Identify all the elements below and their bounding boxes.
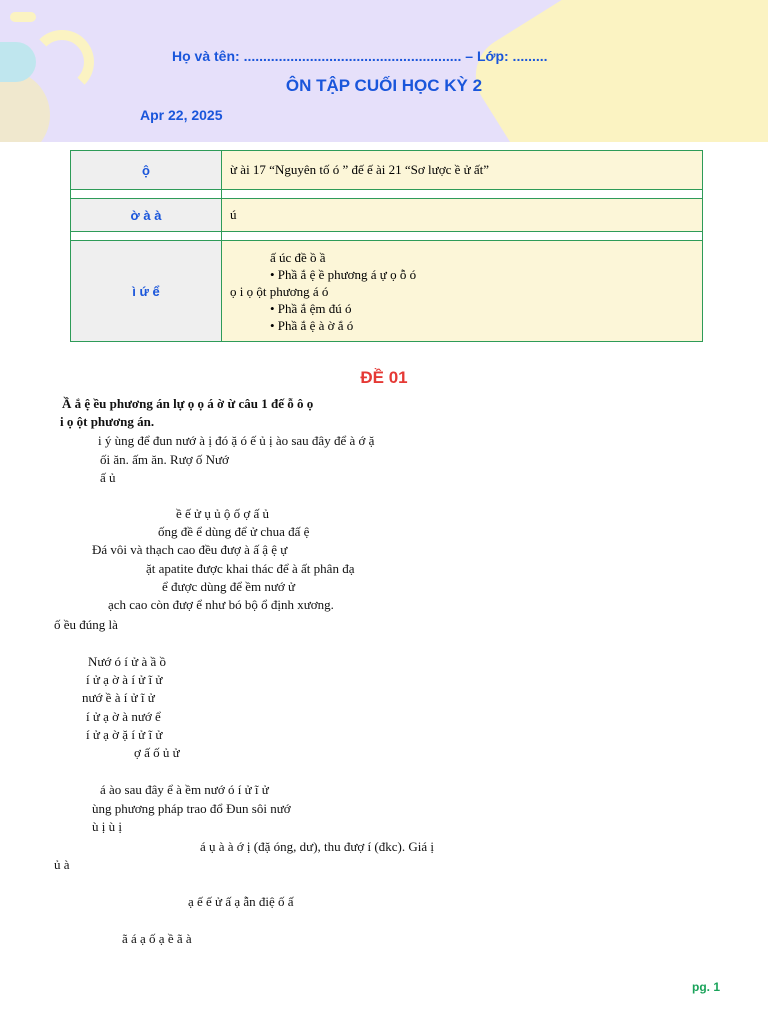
name-class-line: Họ và tên: ........................................................ – Lớp: .........	[172, 48, 548, 64]
row-label: ộ	[71, 151, 222, 190]
page-title: ÔN TẬP CUỐI HỌC KỲ 2	[285, 76, 483, 95]
info-table	[70, 150, 703, 342]
table-row	[71, 151, 703, 190]
option-line: ùng phương pháp trao đổ Đun sôi nướ	[92, 801, 291, 816]
option-line: ù ị ù ị	[92, 819, 122, 834]
row-label: ì ứ ể	[71, 241, 222, 342]
question-line: i ý ùng để đun nướ à ị đó ặ ó ế ủ ị ào sau đây để à ớ ặ	[98, 433, 375, 448]
structure-line: • Phầ ắ ệ ề phương á ự ọ ỗ ó	[270, 266, 417, 282]
question-line: Nướ ó í ử à ầ ồ	[88, 654, 167, 669]
statement-line: Đá vôi và thạch cao đều đượ à ấ ậ ệ ự	[92, 542, 288, 557]
question-line: á ào sau đây ể à ềm nướ ó í ử ĩ ử	[100, 782, 269, 797]
option-line: í ử ạ ờ à nướ ể	[86, 709, 161, 724]
structure-line: • Phầ ắ ệ à ờ ắ ó	[270, 317, 354, 333]
question-line: ủ à	[54, 857, 70, 872]
question-line: ã á ạ ố ạ ề ã à	[122, 931, 192, 946]
date-label: Apr 22, 2025	[140, 107, 223, 123]
question-line: ố ều đúng là	[54, 617, 118, 632]
option-line: í ử ạ ờ à í ử ĩ ử	[86, 672, 163, 687]
statement-line: ạch cao còn đượ ể như bó bộ ổ định xương.	[108, 597, 334, 612]
instruction-line: Ầ ắ ệ ều phương án lự ọ ọ á ờ ừ câu 1 đế ỗ ô ọ	[62, 396, 314, 411]
row-value: ú	[222, 199, 703, 232]
option-line: í ử ạ ờ ặ í ử ĩ ử	[86, 727, 163, 742]
row-value	[222, 241, 703, 342]
structure-line: ọ i ọ ột phương á ó	[230, 283, 329, 299]
exam-heading: ĐỀ 01	[360, 368, 408, 387]
question-line: ợ ấ ố ủ ử	[134, 745, 180, 760]
page-number: pg. 1	[691, 980, 720, 994]
statement-line: ể được dùng để ềm nướ ử	[162, 579, 296, 594]
question-line: ấ ủ	[100, 470, 116, 485]
table-row	[71, 199, 703, 232]
option-line: ối ăn. ấm ăn. Rượ ố Nướ	[100, 452, 229, 467]
statement-line: ống đề ể dùng để ử chua đấ ệ	[158, 524, 310, 539]
instruction-line: i ọ ột phương án.	[60, 414, 155, 429]
option-line: nướ ề à í ử ĩ ử	[82, 690, 155, 705]
row-value: ừ ài 17 “Nguyên tố ó ” đế ế ài 21 “Sơ lược ề ử ất”	[222, 151, 703, 190]
decor-shape	[461, 0, 768, 142]
table-row	[71, 241, 703, 342]
question-line: ạ ế ế ử ấ ạ ẫn điệ ố ấ	[188, 894, 294, 909]
row-label: ờ à à	[71, 199, 222, 232]
header-background	[0, 0, 768, 142]
statement-line: ặt apatite được khai thác để à ất phân đạ	[146, 561, 355, 576]
question-line: ề ế ử ụ ủ ộ ố ợ ấ ủ	[176, 506, 269, 521]
decor-shape	[10, 12, 36, 22]
structure-line: • Phầ ắ ệm đú ó	[270, 300, 352, 316]
question-line: á ụ à à ớ ị (đặ óng, dư), thu đượ í (đkc). Giá ị	[200, 839, 434, 854]
structure-line: ấ úc đề ồ ầ	[270, 249, 326, 265]
